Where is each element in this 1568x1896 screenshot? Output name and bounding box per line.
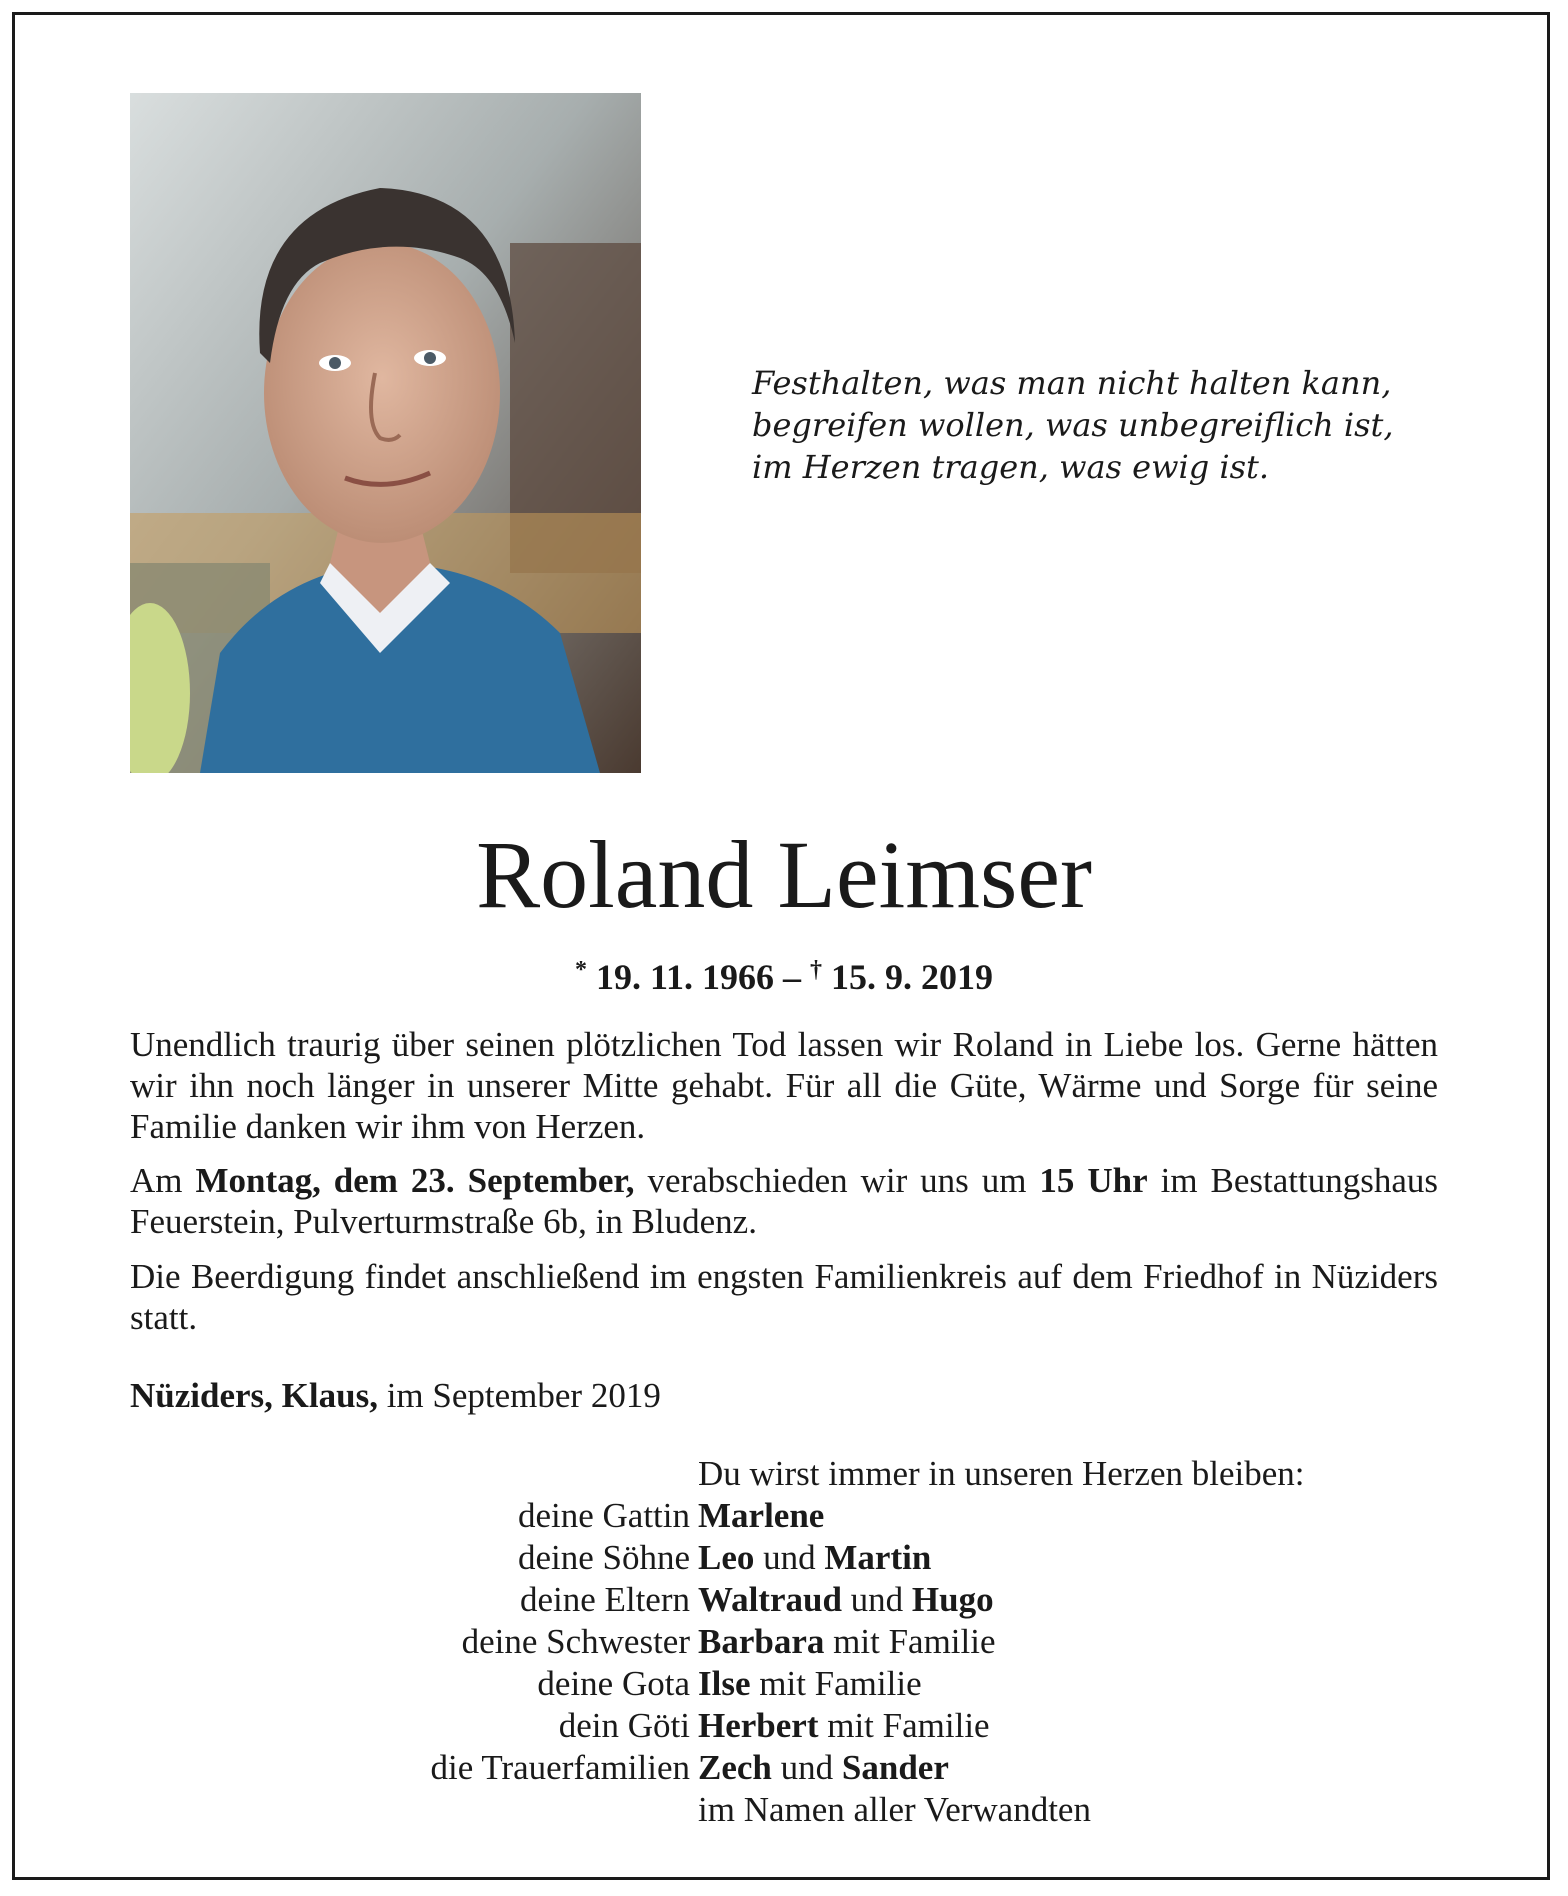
mourner-name: Hugo	[911, 1580, 994, 1619]
mourner-row	[0, 1621, 1568, 1663]
mourners-closing-row	[0, 1789, 1568, 1831]
mourner-suffix: mit Familie	[750, 1664, 922, 1703]
mourner-row	[0, 1537, 1568, 1579]
farewell-text: Am	[130, 1161, 196, 1200]
portrait-illustration	[130, 93, 641, 773]
mourner-name: Martin	[824, 1538, 932, 1577]
mourners-closing: im Namen aller Verwandten	[698, 1790, 1091, 1829]
mourner-name: Marlene	[698, 1496, 825, 1535]
mourner-name: Herbert	[698, 1706, 819, 1745]
memorial-quote	[752, 362, 1394, 488]
mourner-relation: deine Söhne	[517, 1538, 690, 1577]
deceased-name: Roland Leimser	[476, 821, 1092, 928]
mourner-names	[698, 1495, 824, 1537]
mourner-name: Leo	[698, 1538, 755, 1577]
mourner-connector: und	[771, 1748, 842, 1787]
burial-paragraph: Die Beerdigung findet anschließend im engsten Familienkreis auf dem Friedhof in Nüziders statt.	[130, 1257, 1438, 1337]
mourner-relation: deine Schwester	[461, 1622, 690, 1661]
death-date: 15. 9. 2019	[831, 957, 993, 997]
farewell-text: verabschieden wir uns um	[634, 1161, 1040, 1200]
mourner-rows	[0, 1495, 1568, 1789]
farewell-text: im Bestattungshaus Feuerstein, Pulverturmstraße 6b, in Bludenz.	[130, 1161, 1438, 1241]
mourner-names	[698, 1621, 996, 1663]
place-names: Nüziders, Klaus,	[130, 1376, 378, 1415]
mourner-name: Sander	[841, 1748, 949, 1787]
mourners-intro: Du wirst immer in unseren Herzen bleiben:	[698, 1454, 1305, 1493]
mourner-names	[698, 1705, 990, 1747]
mourner-relation: dein Göti	[558, 1706, 690, 1745]
mourner-names	[698, 1579, 994, 1621]
place-date-line	[130, 1375, 1438, 1416]
mourner-suffix: mit Familie	[824, 1622, 996, 1661]
date-dash: –	[783, 957, 801, 997]
mourner-row	[0, 1495, 1568, 1537]
quote-line: Festhalten, was man nicht halten kann,	[752, 364, 1392, 402]
farewell-time: 15 Uhr	[1039, 1161, 1148, 1200]
mourner-name: Ilse	[698, 1664, 751, 1703]
mourner-row	[0, 1663, 1568, 1705]
birth-date: 19. 11. 1966	[595, 957, 774, 997]
mourner-relation: deine Eltern	[519, 1580, 690, 1619]
mourner-name: Barbara	[698, 1622, 825, 1661]
farewell-day: Montag, dem 23. September,	[195, 1161, 635, 1200]
mourner-suffix: mit Familie	[818, 1706, 990, 1745]
mourner-names	[698, 1663, 922, 1705]
mourner-name: Zech	[698, 1748, 772, 1787]
portrait-photo	[130, 93, 641, 773]
mourners-list	[0, 1453, 1568, 1831]
condolence-paragraph: Unendlich traurig über seinen plötzlichen Tod lassen wir Roland in Liebe los. Gerne hätten wir ihn noch länger in unserer Mitte gehabt. Für all die Güte, Wärme und Sorge für seine Familie danken wir ihm von Herzen.	[130, 1025, 1438, 1146]
mourner-row	[0, 1579, 1568, 1621]
farewell-paragraph	[130, 1160, 1438, 1242]
mourner-row	[0, 1705, 1568, 1747]
mourner-connector: und	[754, 1538, 825, 1577]
mourner-row	[0, 1747, 1568, 1789]
birth-symbol: *	[574, 957, 587, 983]
mourner-relation: deine Gota	[537, 1664, 690, 1703]
death-symbol: †	[810, 957, 822, 983]
mourner-name: Waltraud	[698, 1580, 842, 1619]
mourners-intro-row	[0, 1453, 1568, 1495]
quote-line: begreifen wollen, was unbegreiflich ist,	[752, 406, 1394, 444]
mourner-relation: deine Gattin	[517, 1496, 690, 1535]
mourner-names	[698, 1747, 949, 1789]
mourner-names	[698, 1537, 931, 1579]
place-date: im September 2019	[377, 1376, 661, 1415]
quote-line: im Herzen tragen, was ewig ist.	[752, 448, 1270, 486]
mourner-connector: und	[841, 1580, 912, 1619]
mourner-relation: die Trauerfamilien	[430, 1748, 690, 1787]
life-dates	[0, 948, 1568, 999]
